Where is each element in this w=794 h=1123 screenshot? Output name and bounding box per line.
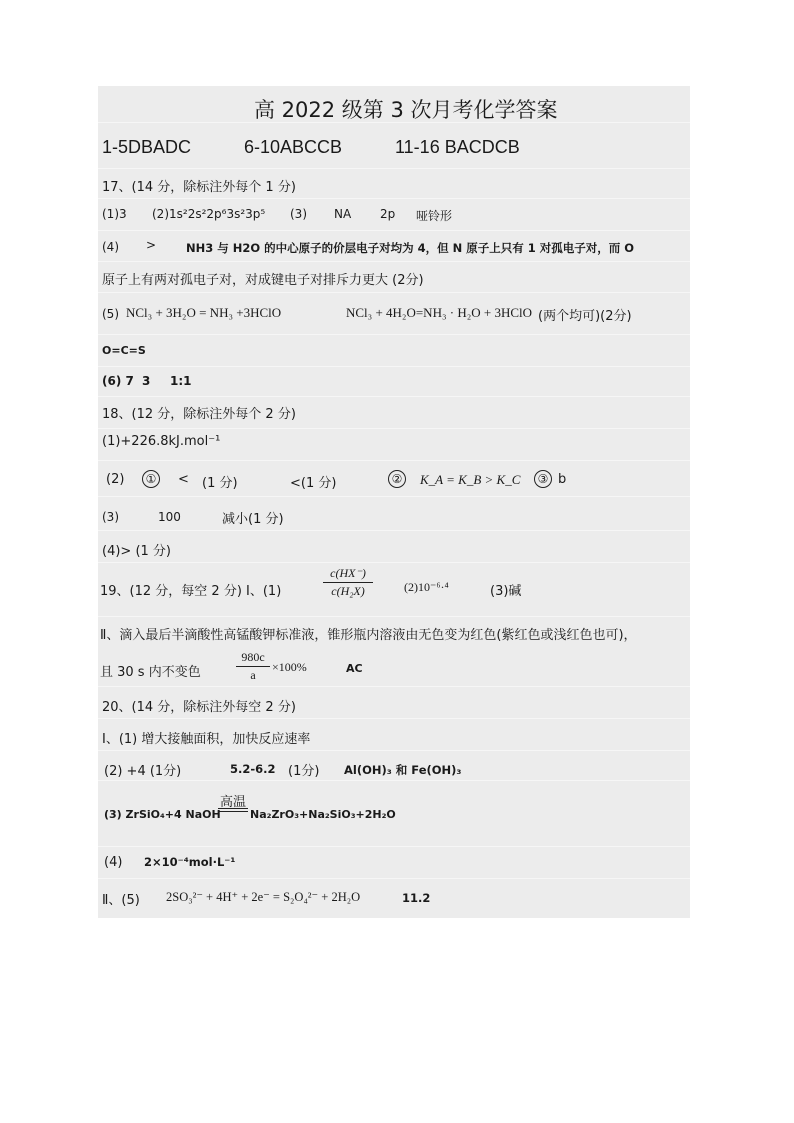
q20-part4-a: 2×10⁻⁴mol·L⁻¹ bbox=[144, 855, 236, 869]
q18-part3-a: 100 bbox=[158, 510, 181, 524]
q20-part4: (4) bbox=[104, 855, 123, 870]
q18-part4: (4)> (1 分) bbox=[102, 544, 171, 559]
q17-part3: (3) bbox=[290, 207, 307, 221]
reaction-arrow-top bbox=[218, 808, 248, 810]
q20-part3: (3) ZrSiO₄+4 NaOH bbox=[104, 808, 221, 821]
circle-2-icon: ② bbox=[388, 470, 406, 488]
mc-group-3: 11-16 BACDCB bbox=[395, 137, 520, 157]
q19-header: 19、(12 分，每空 2 分) Ⅰ、(1) bbox=[100, 584, 282, 599]
q20-part3-b: Na₂ZrO₃+Na₂SiO₃+2H₂O bbox=[250, 808, 396, 821]
q17-part2: (2)1s²2s²2p⁶3s²3p⁵ bbox=[152, 207, 266, 221]
q17-part5-d: O=C=S bbox=[102, 344, 146, 357]
q19-fraction-den: c(H₂X) bbox=[331, 584, 365, 598]
q19-answer-ac: AC bbox=[346, 662, 363, 675]
q18-part2-b: (1 分) bbox=[202, 476, 238, 491]
q19-fraction-num: c(HX⁻) bbox=[330, 566, 366, 580]
q20-part1: Ⅰ、(1) 增大接触面积，加快反应速率 bbox=[102, 732, 311, 747]
q20-part5: Ⅱ、(5) bbox=[102, 893, 140, 908]
q20-part2-a: 5.2-6.2 bbox=[230, 762, 276, 776]
q17-part6-a: 3 bbox=[142, 374, 151, 388]
q17-part6-b: 1:1 bbox=[170, 374, 192, 388]
circle-1-icon: ① bbox=[142, 470, 160, 488]
q18-part3: (3) bbox=[102, 510, 119, 524]
q18-part2: (2) bbox=[106, 472, 125, 487]
q18-part2-d: K_A = K_B > K_C bbox=[420, 472, 521, 487]
q17-part3-c: 哑铃形 bbox=[416, 209, 453, 223]
q19-percent-fraction bbox=[236, 650, 270, 683]
q17-part4-a: > bbox=[146, 238, 157, 252]
q19-fraction bbox=[323, 566, 373, 599]
q20-part2-b: (1分) bbox=[288, 764, 320, 779]
q17-part5-c: (两个均可)(2分) bbox=[538, 309, 632, 324]
q17-part5-b: NCl₃ + 4H₂O=NH₃ · H₂O + 3HClO bbox=[346, 305, 533, 320]
q17-header: 17、(14 分，除标注外每个 1 分) bbox=[102, 180, 296, 195]
q20-header: 20、(14 分，除标注外每空 2 分) bbox=[102, 700, 296, 715]
q17-part4-b: NH3 与 H2O 的中心原子的价层电子对均为 4，但 N 原子上只有 1 对孤电子对，而 O bbox=[186, 241, 635, 255]
fraction-bar bbox=[236, 666, 270, 667]
q20-part5-b: 11.2 bbox=[402, 891, 431, 905]
q20-condition: 高温 bbox=[220, 795, 247, 810]
q19-percent-num: 980c bbox=[241, 650, 265, 664]
q17-part1: (1)3 bbox=[102, 207, 127, 221]
reaction-arrow-bottom bbox=[218, 811, 248, 813]
q18-part2-a: < bbox=[178, 472, 189, 487]
q18-header: 18、(12 分，除标注外每个 2 分) bbox=[102, 407, 296, 422]
fraction-bar bbox=[323, 582, 373, 583]
q20-part2-c: Al(OH)₃ 和 Fe(OH)₃ bbox=[344, 763, 462, 777]
circle-3-icon: ③ bbox=[534, 470, 552, 488]
mc-group-2: 6-10ABCCB bbox=[244, 137, 343, 157]
q18-part2-c: <(1 分) bbox=[290, 476, 337, 491]
q18-part3-b: 减小(1 分) bbox=[222, 512, 284, 527]
q17-part4-c: 原子上有两对孤电子对，对成键电子对排斥力更大 (2分) bbox=[102, 273, 424, 288]
q20-part5-a: 2SO₃²⁻ + 4H⁺ + 2e⁻ = S₂O₄²⁻ + 2H₂O bbox=[166, 890, 361, 904]
mc-group-1: 1-5DBADC bbox=[102, 137, 192, 157]
q17-part3-a: NA bbox=[334, 207, 352, 221]
q17-part3-b: 2p bbox=[380, 207, 396, 221]
answer-sheet bbox=[98, 86, 690, 918]
q20-part2: (2) +4 (1分) bbox=[104, 764, 182, 779]
q17-part5: (5) bbox=[102, 307, 119, 321]
q17-part4: (4) bbox=[102, 240, 119, 254]
q19-part-ii: Ⅱ、滴入最后半滴酸性高锰酸钾标准液，锥形瓶内溶液由无色变为红色(紫红色或浅红色也可)， bbox=[100, 628, 637, 643]
q19-percent-den: a bbox=[250, 668, 256, 682]
q18-part2-e: b bbox=[558, 472, 567, 487]
page-title: 高 2022 级第 3 次月考化学答案 bbox=[254, 98, 558, 122]
q17-part5-a: NCl₃ + 3H₂O = NH₃ +3HClO bbox=[126, 305, 282, 320]
q19-part2: (2)10⁻⁶·⁴ bbox=[404, 580, 449, 594]
q19-percent-suffix: ×100% bbox=[272, 660, 307, 674]
q18-part1: (1)+226.8kJ.mol⁻¹ bbox=[102, 434, 221, 449]
q19-part-ii-cont: 且 30 s 内不变色 bbox=[100, 665, 201, 680]
q17-part6: (6) 7 bbox=[102, 374, 134, 388]
q19-part3: (3)碱 bbox=[490, 584, 522, 599]
